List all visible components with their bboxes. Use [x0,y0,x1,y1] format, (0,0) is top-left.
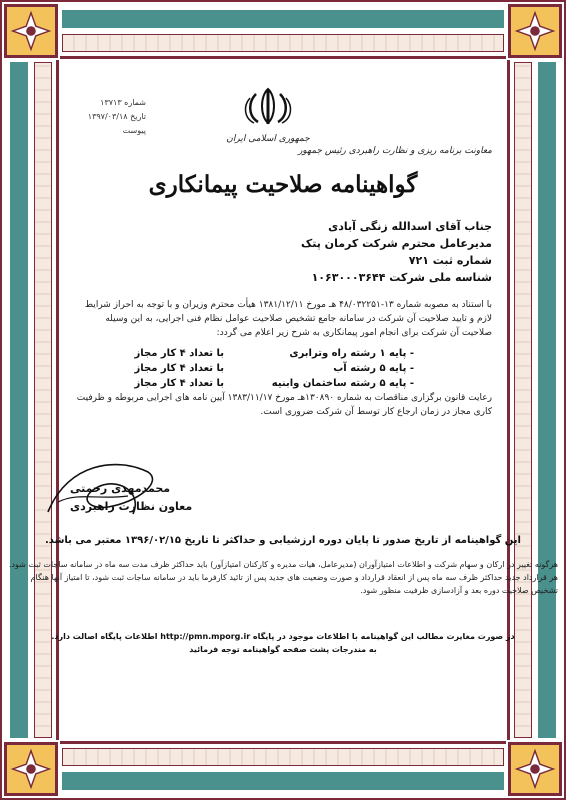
note-item: هر قرارداد جدید حداکثر ظرف سه ماه پس از انعقاد قرارداد و صورت وضعیت های جدید پس از تائید کارفرما باید در سامانه ساجات ثبت شود، تا امتیاز آنها هنگام تشخیص صلاحیت دوره بعد و آزادسازی ظرفیت منظور شود. [30,573,558,595]
qualification-item [74,376,414,391]
iran-emblem-icon [238,86,298,126]
border-band-bottom [62,748,504,766]
corner-ornament-icon [4,4,58,58]
organization-name: معاونت برنامه ریزی و نظارت راهبردی رئیس جمهور [298,146,492,156]
qualification-count: با تعداد ۴ کار مجاز [134,378,224,389]
corner-ornament-icon [4,742,58,796]
addressee-block [66,218,500,286]
qualification-grade: - پایه ۵ رشته ساختمان وابنیه [271,378,414,389]
qualification-list [66,346,500,391]
signatory-name: محمدمهدی رحمتی [70,482,171,495]
border-teal-bottom [62,772,504,790]
letter-number: شماره ۱۳۷۱۳ [100,98,146,107]
border-band-top [62,34,504,52]
signatory-title: معاون نظارت راهبردی [70,500,193,513]
addressee-name: جناب آقای اسدالله زنگی آبادی [328,220,492,233]
header [66,66,500,161]
qualification-count: با تعداد ۴ کار مجاز [134,348,224,359]
national-id: شناسه ملی شرکت ۱۰۶۳۰۰۰۳۶۴۴ [311,271,492,284]
validity-statement: این گواهینامه از تاریخ صدور تا پایان دوره ارزشیابی و حداکثر تا تاریخ ۱۳۹۶/۰۲/۱۵ معتبر می باشد. [45,535,521,546]
corner-ornament-icon [508,742,562,796]
letter-date: تاریخ ۱۳۹۷/۰۳/۱۸ [87,112,146,121]
certificate-title: گواهینامه صلاحیت پیمانکاری [148,171,418,198]
qualification-item [74,346,414,361]
border-teal-top [62,10,504,28]
registration-number: شماره ثبت ۷۲۱ [408,254,492,267]
notes-block [8,558,558,597]
letter-meta [76,96,146,138]
corner-ornament-icon [508,4,562,58]
qualification-grade: - پایه ۵ رشته آب [333,363,414,374]
note-item: هرگونه تغییر در ارکان و سهام شرکت و اطلاعات امتیازآوران (مدیرعامل، هیات مدیره و کارکنان امتیازآور) باید حداکثر ظرف مدت سه ماه در سامانه ساجات ثبت شود. [8,560,558,569]
addressee-position: مدیرعامل محترم شرکت کرمان پتک [300,237,492,250]
intro-paragraph: با استناد به مصوبه شماره ۱۳-۴۸/۰۳۲۲۵۱ هـ مورخ ۱۳۸۱/۱۲/۱۱ هیأت محترم وزیران و با توجه به احراز شرایط لازم و تایید صلاحیت آن شرکت در سامانه جامع تشخیص صلاحیت عوامل نظام فنی اجرایی، به این وسیله صلاحیت آن شرکت برای انجام امور پیمانکاری به شرح زیر اعلام می گردد: [84,300,492,338]
emblem-caption: جمهوری اسلامی ایران [226,134,310,144]
qualification-count: با تعداد ۴ کار مجاز [134,363,224,374]
qualification-item [74,361,414,376]
footer-notice [0,630,566,656]
letter-attachment: پیوست [122,126,146,135]
border-line-bottom [60,741,506,744]
footer-line: به مندرجات پشت صفحه گواهینامه توجه فرمائید [189,645,377,654]
rule-paragraph: رعایت قانون برگزاری مناقصات به شماره ۱۳۰۸۹۰هـ مورخ ۱۳۸۳/۱۱/۱۷ آیین نامه های اجرایی مربوطه و ظرفیت کاری مجاز در زمان ارجاع کار توسط آن شرکت ضروری است. [76,393,492,417]
border-line-top [60,56,506,59]
qualification-grade: - پایه ۱ رشته راه وترابری [289,348,414,359]
footer-line: در صورت مغایرت مطالب این گواهینامه با اطلاعات موجود در پایگاه http://pmn.mporg.ir اطلاعات پایگاه اصالت دارد. [51,632,515,641]
